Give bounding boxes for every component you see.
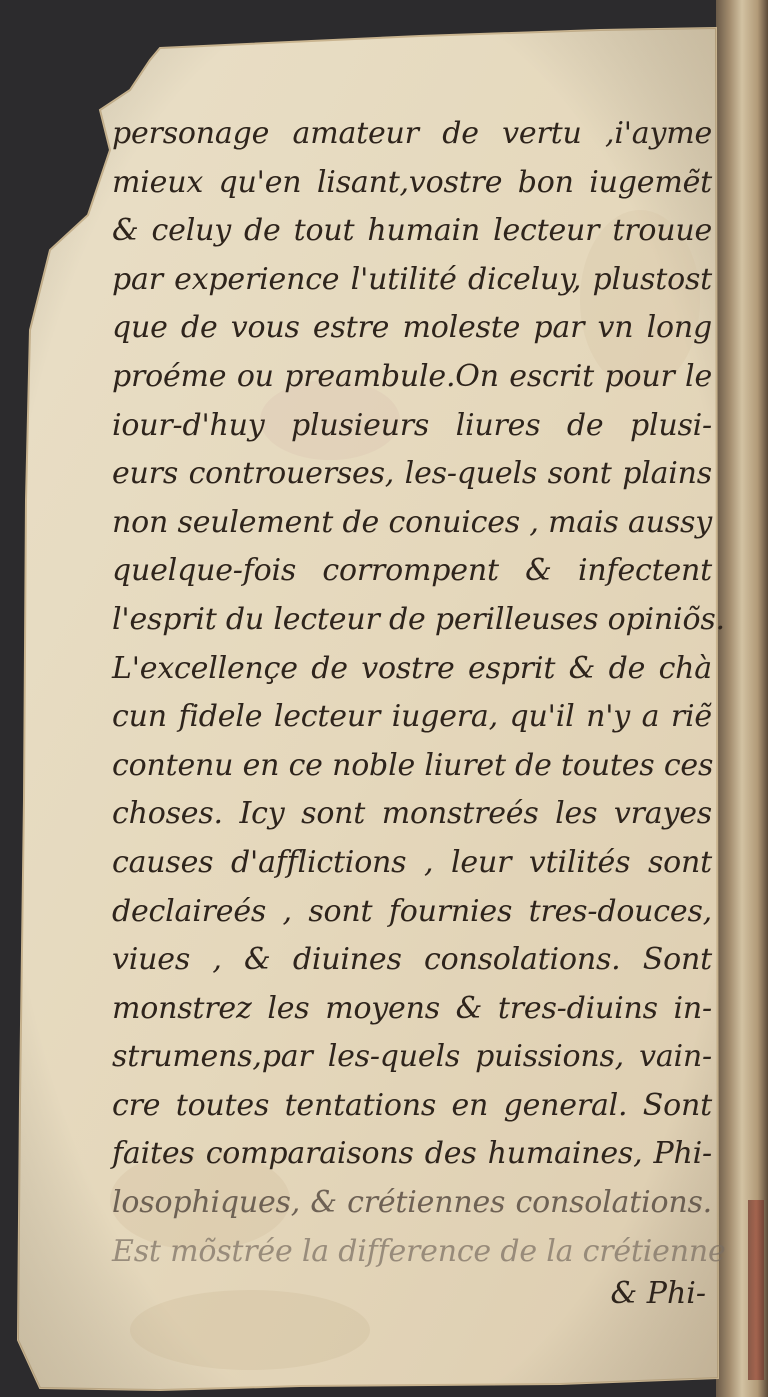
text-line: L'excellençe de vostre esprit & de chà xyxy=(112,650,712,686)
page-text xyxy=(112,110,726,1276)
text-line: monstrez les moyens & tres-diuins in- xyxy=(112,990,712,1026)
text-line: personage amateur de vertu ,i'ayme xyxy=(112,116,712,151)
text-line: faites comparaisons des humaines, Phi- xyxy=(112,1136,712,1172)
text-line: causes d'afflictions , leur vtilités sont xyxy=(112,844,712,880)
catchword: & Phi- xyxy=(610,1276,706,1311)
text-line: viues , & diuines consolations. Sont xyxy=(112,942,712,978)
text-line: strumens,par les-quels puissions, vain- xyxy=(112,1039,712,1075)
text-line: l'esprit du lecteur de perilleuses opiniõs. xyxy=(112,601,725,637)
text-line: declaireés , sont fournies tres-douces, xyxy=(112,893,712,929)
text-line: cun fidele lecteur iugera, qu'il n'y a riẽ xyxy=(112,699,712,735)
text-line: par experience l'utilité diceluy, plustost xyxy=(112,261,712,297)
text-line: choses. Icy sont monstreés les vrayes xyxy=(112,796,712,832)
text-line: & celuy de tout humain lecteur trouue xyxy=(112,213,712,249)
text-line: quelque-fois corrompent & infectent xyxy=(112,553,712,589)
text-line: que de vous estre moleste par vn long xyxy=(112,310,712,346)
text-line: cre toutes tentations en general. Sont xyxy=(112,1087,712,1123)
text-line: non seulement de conuices , mais aussy xyxy=(112,504,712,540)
text-line: losophiques, & crétiennes consolations. xyxy=(112,1185,712,1221)
text-line: Est mõstrée la difference de la crétienne xyxy=(112,1233,726,1269)
text-line: proéme ou preambule.On escrit pour le xyxy=(112,358,712,394)
text-line: contenu en ce noble liuret de toutes ces xyxy=(112,747,714,783)
text-line: iour-d'huy plusieurs liures de plusi- xyxy=(112,407,712,443)
text-line: eurs controuerses, les-quels sont plains xyxy=(112,456,712,492)
text-line: mieux qu'en lisant,vostre bon iugemẽt xyxy=(112,164,712,200)
